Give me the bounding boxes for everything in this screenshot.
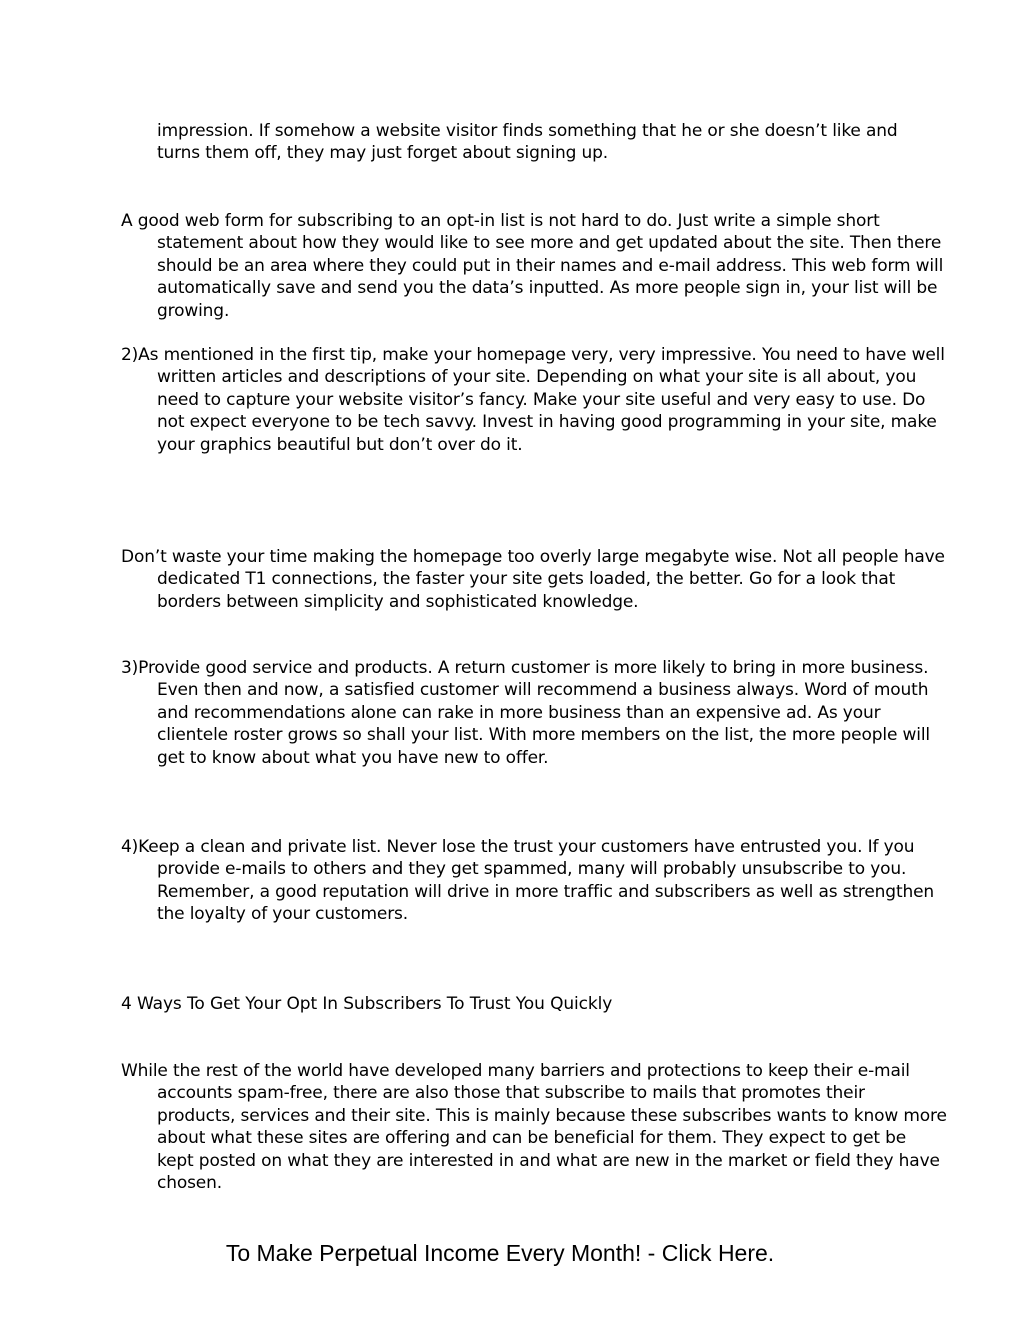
paragraph-web-form: A good web form for subscribing to an opt-in list is not hard to do. Just write a simple short statement about how they would like to see more and get updated about the site. Then there should be an area where they could put in their names and e-mail address. This web form will automatically save and send you the data’s inputted. As more people sign in, your list will be growing.	[121, 211, 944, 321]
paragraph-tip-2: 2)As mentioned in the first tip, make your homepage very, very impressive. You need to have well written articles and descriptions of your site. Depending on what your site is all about, you need to capture your website visitor’s fancy. Make your site useful and very easy to use. Do not expect everyone to be tech savvy. Invest in having good programming in your site, make your graphics beautiful but don’t over do it.	[121, 345, 945, 455]
paragraph-tip-4: 4)Keep a clean and private list. Never lose the trust your customers have entrusted you. If you provide e-mails to others and they get spammed, many will probably unsubscribe to you. Remember, a good reputation will drive in more traffic and subscribers as well as strengthen the loyalty of your customers.	[121, 837, 935, 925]
income-click-here-link[interactable]: To Make Perpetual Income Every Month! - Click Here.	[225, 1240, 775, 1266]
section-heading: 4 Ways To Get Your Opt In Subscribers To Trust You Quickly	[121, 994, 613, 1014]
paragraph-tip-3: 3)Provide good service and products. A return customer is more likely to bring in more business. Even then and now, a satisfied customer will recommend a business always. Word of mouth and recommendations alone can rake in more business than an expensive ad. As your clientele roster grows so shall your list. With more members on the list, the more people will get to know about what you have new to offer.	[121, 658, 930, 768]
paragraph-homepage-size: Don’t waste your time making the homepage too overly large megabyte wise. Not all people have dedicated T1 connections, the faster your site gets loaded, the better. Go for a look that borders between simplicity and sophisticated knowledge.	[121, 547, 945, 612]
paragraph-impression: impression. If somehow a website visitor finds something that he or she doesn’t like and turns them off, they may just forget about signing up.	[157, 121, 898, 164]
paragraph-trust-intro: While the rest of the world have developed many barriers and protections to keep their e-mail accounts spam-free, there are also those that subscribe to mails that promotes their products, services and their site. This is mainly because these subscribes wants to know more about what these sites are offering and can be beneficial for them. They expect to get be kept posted on what they are interested in and what are new in the market or field they have chosen.	[121, 1061, 947, 1194]
